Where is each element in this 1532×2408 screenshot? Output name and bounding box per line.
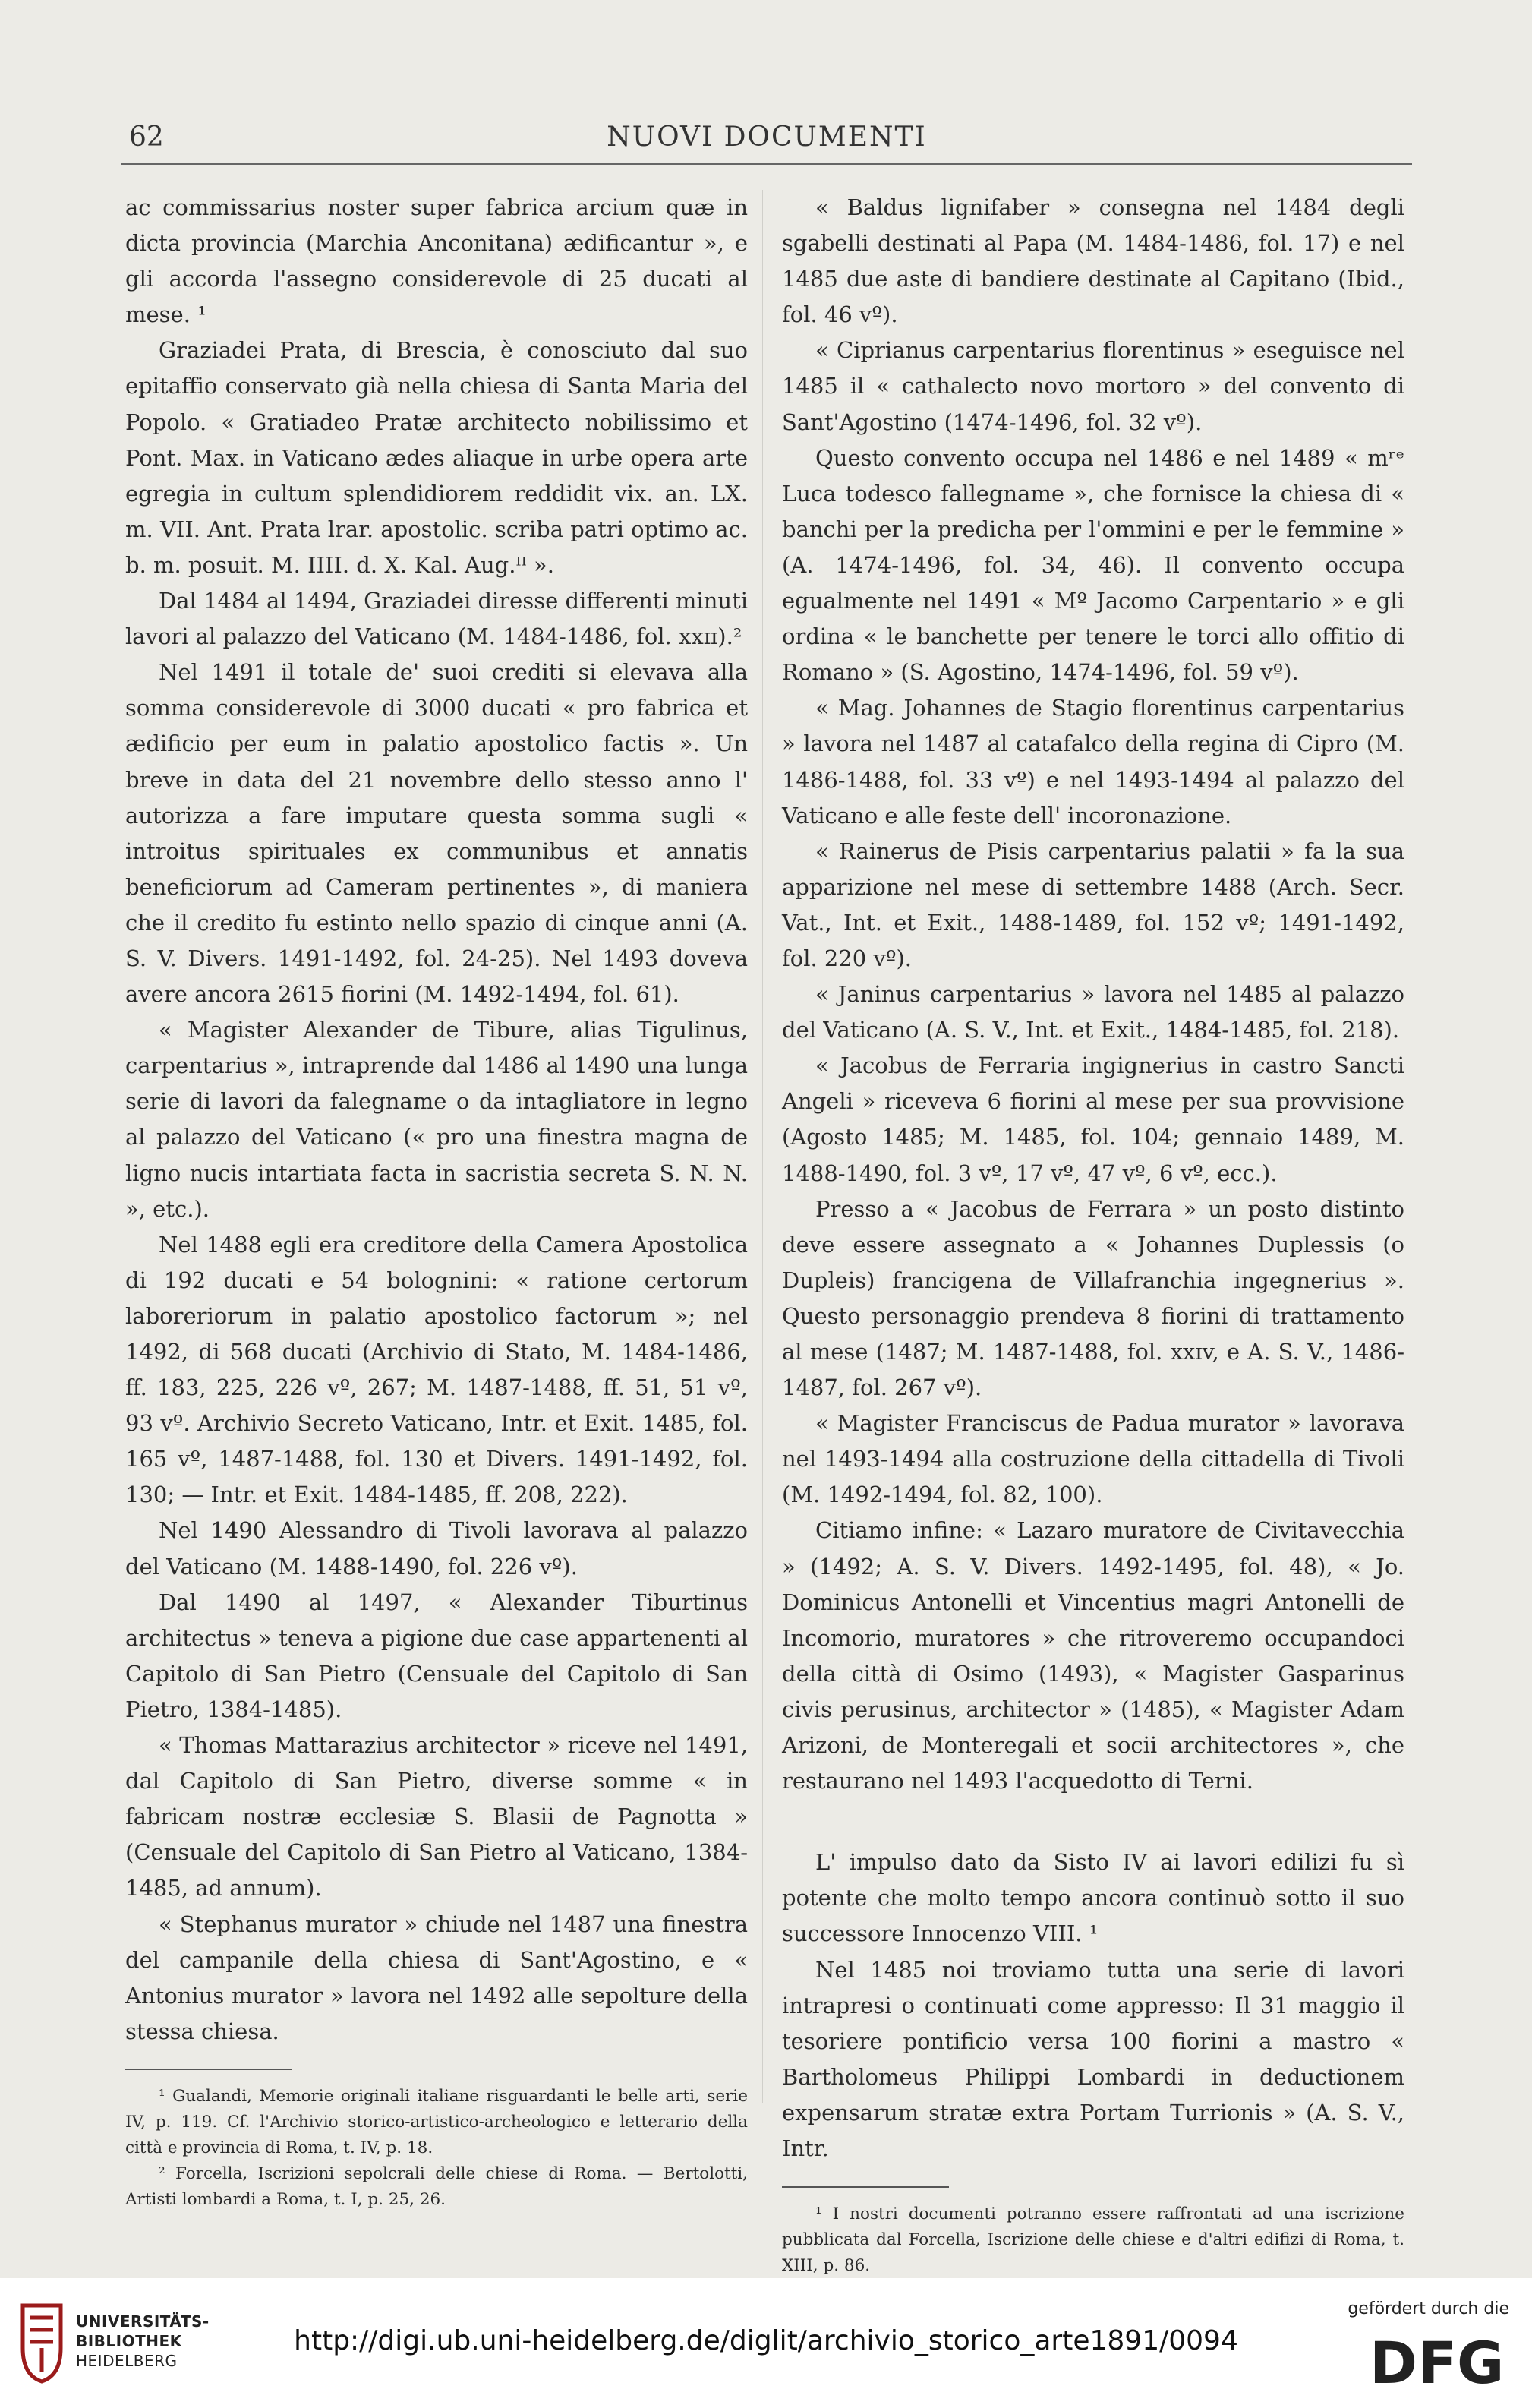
paragraph: « Rainerus de Pisis carpentarius palatii » fa la sua apparizione nel mese di settembre 1488 (Arch. Secr. Vat., Int. et Exit., 1488-1489, fol. 152 vº; 1491-1492, fol. 220 vº). [782,838,1404,971]
running-title: NUOVI DOCUMENTI [607,122,927,153]
left-column [125,190,748,2213]
right-column [782,190,1404,2279]
footnote: ² Forcella, Iscrizioni sepolcrali delle chiese di Roma. — Bertolotti, Artisti lombardi a Roma, t. I, p. 25, 26. [125,2164,748,2210]
permalink[interactable]: http://digi.ub.uni-heidelberg.de/diglit/archivio_storico_arte1891/0094 [294,2325,1238,2356]
column-divider [762,190,763,2103]
paragraph: « Jacobus de Ferraria ingignerius in castro Sancti Angeli » riceveva 6 fiorini al mese per sua provvisione (Agosto 1485; M. 1485, fol. 104; gennaio 1489, M. 1488-1490, fol. 3 vº, 17 vº, 47 vº, 6 vº, ecc.). [782,1053,1404,1186]
paragraph: « Stephanus murator » chiude nel 1487 una finestra del campanile della chiesa di Sant'Agostino, e « Antonius murator » lavora nel 1492 alle sepolture della stessa chiesa. [125,1911,748,2044]
page-number: 62 [129,122,164,153]
paragraph: Questo convento occupa nel 1486 e nel 1489 « mʳᵉ Luca todesco fallegname », che fornisce la chiesa di « banchi per la predicha per l'ommini e per le femmine » (A. 1474-1496, fol. 34, 46). Il convento occupa egualmente nel 1491 « Mº Jacomo Carpentario » e gli ordina « le banchette per tenere le torci allo offitio di Romano » (S. Agostino, 1474-1496, fol. 59 vº). [782,444,1404,686]
paragraph: Presso a « Jacobus de Ferrara » un posto distinto deve essere assegnato a « Johannes Duplessis (o Dupleis) francigena de Villafranchia ingegnerius ». Questo personaggio prendeva 8 fiorini di trattamento al mese (1487; M. 1487-1488, fol. xxɪv, e A. S. V., 1486-1487, fol. 267 vº). [782,1195,1404,1401]
footnote: ¹ I nostri documenti potranno essere raffrontati ad una iscrizione pubblicata dal Forcella, Iscrizione delle chiese e d'altri edifizi di Roma, t. XIII, p. 86. [782,2204,1404,2275]
footnote-rule [782,2186,949,2188]
paragraph: Nel 1490 Alessandro di Tivoli lavorava al palazzo del Vaticano (M. 1488-1490, fol. 226 vº). [125,1517,748,1580]
paragraph: Nel 1488 egli era creditore della Camera Apostolica di 192 ducati e 54 bolognini: « ratione certorum laboreriorum in palatio apostolico factorum »; nel 1492, di 568 ducati (Archivio di Stato, M. 1484-1486, ff. 183, 225, 226 vº, 267; M. 1487-1488, ff. 51, 51 vº, 93 vº. Archivio Secreto Vaticano, Intr. et Exit. 1485, fol. 165 vº, 1487-1488, fol. 130 et Divers. 1491-1492, fol. 130; — Intr. et Exit. 1484-1485, ff. 208, 222). [125,1231,748,1508]
viewer-footer [0,2278,1532,2408]
paragraph: Graziadei Prata, di Brescia, è conosciuto dal suo epitaffio conservato già nella chiesa di Santa Maria del Popolo. « Gratiadeo Pratæ architecto nobilissimo et Pont. Max. in Vaticano ædes aliaque in urbe opera arte egregia in cultum splendidiorem reddidit vix. an. LX. m. VII. Ant. Prata lrar. apostolic. scriba patri optimo ac. b. m. posuit. M. IIII. d. X. Kal. Aug.ᴵᴵ ». [125,337,748,578]
paragraph: Nel 1485 noi troviamo tutta una serie di lavori intrapresi o continuati come appresso: Il 31 maggio il tesoriere pontificio versa 100 fiorini a mastro « Bartholomeus Philippi Lombardi in deductionem expensarum stratæ extra Portam Turrionis » (A. S. V., Intr. [782,1956,1404,2161]
funded-by-label: gefördert durch die [1348,2299,1509,2318]
paragraph: « Ciprianus carpentarius florentinus » eseguisce nel 1485 il « cathalecto novo mortoro » del convento di Sant'Agostino (1474-1496, fol. 32 vº). [782,337,1404,435]
library-name-line: HEIDELBERG [76,2352,178,2370]
footnote: ¹ Gualandi, Memorie originali italiane risguardanti le belle arti, serie IV, p. 119. Cf. l'Archivio storico-artistico-archeologico e letterario della città e provincia di Roma, t. IV, p. 18. [125,2087,748,2158]
paragraph: « Baldus lignifaber » consegna nel 1484 degli sgabelli destinati al Papa (M. 1484-1486, fol. 17) e nel 1485 due aste di bandiere destinate al Capitano (Ibid., fol. 46 vº). [782,194,1404,328]
paragraph: Dal 1490 al 1497, « Alexander Tiburtinus architectus » teneva a pigione due case appartenenti al Capitolo di San Pietro (Censuale del Capitolo di San Pietro, 1384-1485). [125,1589,748,1722]
library-name-line: BIBLIOTHEK [76,2332,182,2350]
paragraph: « Thomas Mattarazius architector » riceve nel 1491, dal Capitolo di San Pietro, diverse somme « in fabricam nostræ ecclesiæ S. Blasii de Pagnotta » (Censuale del Capitolo di San Pietro al Vaticano, 1384-1485, ad annum). [125,1732,748,1901]
header-rule [121,163,1412,165]
page-header [121,114,1412,159]
paragraph: L' impulso dato da Sisto IV ai lavori edilizi fu sì potente che molto tempo ancora continuò sotto il suo successore Innocenzo VIII. ¹ [782,1849,1404,1947]
paragraph: Citiamo infine: « Lazaro muratore de Civitavecchia » (1492; A. S. V. Divers. 1492-1495, fol. 48), « Jo. Dominicus Antonelli et Vincentius magri Antonelli de Incomorio, muratores » che ritroveremo occupandoci della città di Osimo (1493), « Magister Gasparinus civis perusinus, architector » (1485), « Magister Adam Arizoni, de Monteregali et socii architectores », che restaurano nel 1493 l'acquedotto di Terni. [782,1517,1404,1794]
paragraph: « Mag. Johannes de Stagio florentinus carpentarius » lavora nel 1487 al catafalco della regina di Cipro (M. 1486-1488, fol. 33 vº) e nel 1493-1494 al palazzo del Vaticano e alle feste dell' incoronazione. [782,695,1404,828]
paragraph: « Janinus carpentarius » lavora nel 1485 al palazzo del Vaticano (A. S. V., Int. et Exit., 1484-1485, fol. 218). [782,981,1404,1043]
dfg-logo-text: DFG [1370,2330,1505,2389]
paragraph: « Magister Alexander de Tibure, alias Tigulinus, carpentarius », intraprende dal 1486 al 1490 una lunga serie di lavori da falegname o da intagliatore in legno al palazzo del Vaticano (« pro una finestra magna de ligno nucis intartiata facta in sacristia secreta S. N. N. », etc.). [125,1017,748,1222]
paragraph: Nel 1491 il totale de' suoi crediti si elevava alla somma considerevole di 3000 ducati « pro fabrica et ædificio per eum in palatio apostolico factis ». Un breve in data del 21 novembre dello stesso anno l' autorizza a fare imputare questa somma sugli « introitus spirituales ex communibus et annatis beneficiorum ad Cameram pertinentes », di maniera che il credito fu estinto nello spazio di cinque anni (A. S. V. Divers. 1491-1492, fol. 24-25). Nel 1493 doveva avere ancora 2615 fiorini (M. 1492-1494, fol. 61). [125,659,748,1008]
dfg-logo-icon [1367,2330,1511,2389]
paragraph: ac commissarius noster super fabrica arcium quæ in dicta provincia (Marchia Anconitana) ædificantur », e gli accorda l'assegno considerevole di 25 ducati al mese. ¹ [125,194,748,328]
paragraph: Dal 1484 al 1494, Graziadei diresse differenti minuti lavori al palazzo del Vaticano (M. 1484-1486, fol. xxɪɪ).² [125,588,748,650]
paragraph: « Magister Franciscus de Padua murator » lavorava nel 1493-1494 alla costruzione della cittadella di Tivoli (M. 1492-1494, fol. 82, 100). [782,1410,1404,1508]
footnote-rule [125,2069,292,2071]
library-name-line: UNIVERSITÄTS- [76,2312,210,2331]
